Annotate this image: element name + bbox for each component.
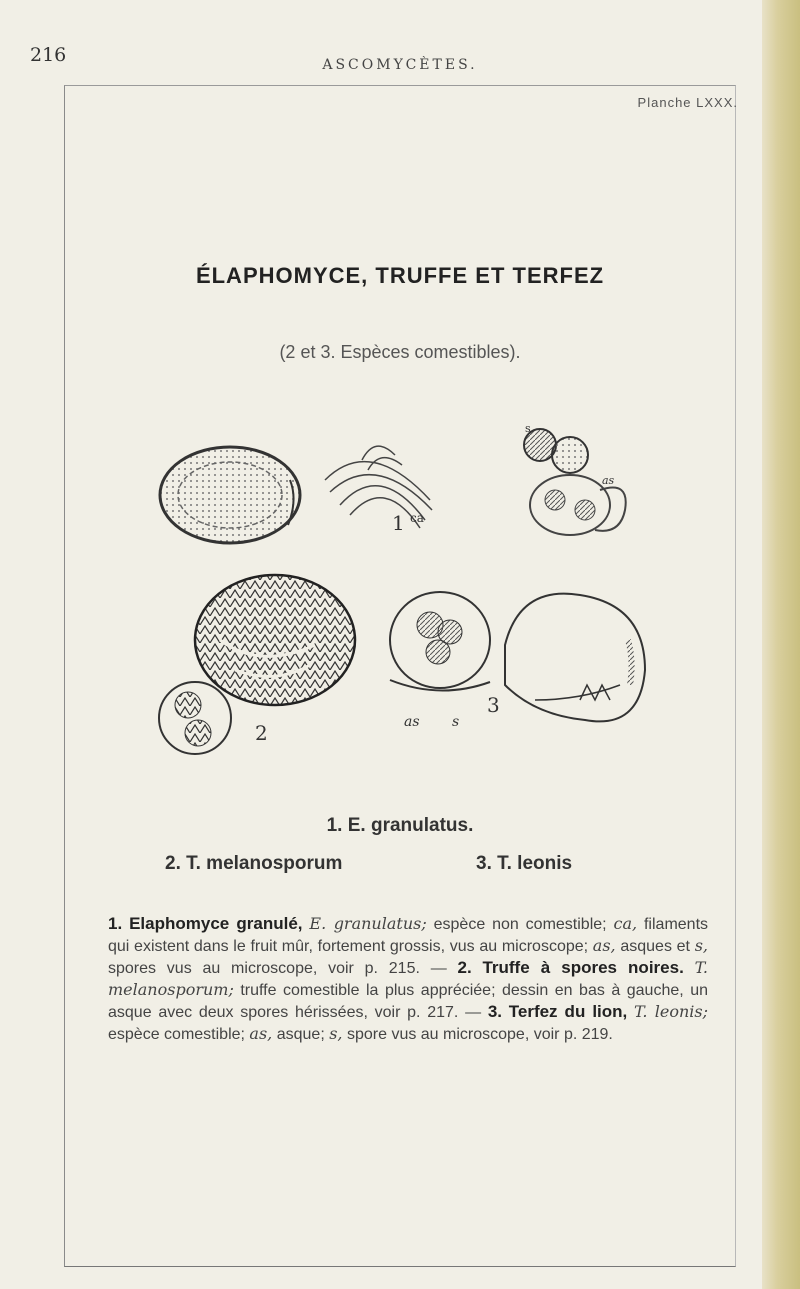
desc-text: filaments qui existent dans le fruit mûr, fortement grossis, vus au microscope;	[108, 916, 709, 955]
fig3-terfez-drawing	[505, 594, 645, 722]
desc-abbrev-as: as,	[249, 1024, 273, 1043]
as-label-top: as	[602, 474, 615, 487]
desc-num-1: 1.	[108, 914, 123, 933]
desc-latin-leonis: T. leonis;	[634, 1002, 709, 1021]
plate-subtitle: (2 et 3. Espèces comestibles).	[279, 342, 521, 362]
mushroom-illustration	[140, 400, 660, 800]
desc-abbrev-ca: ca,	[613, 914, 638, 933]
as-label-bottom: as	[404, 714, 420, 730]
caption-t-leonis: 3. T. leonis	[476, 853, 573, 874]
plate-description	[108, 913, 708, 1045]
fig3-asque-drawing	[390, 592, 490, 691]
desc-text: spore vus au microscope, voir p. 219.	[346, 1026, 613, 1043]
s-label-top: s	[525, 422, 531, 435]
s-label-bottom: s	[452, 714, 460, 730]
caption-e-granulatus: 1. E. granulatus.	[326, 815, 474, 836]
desc-num-2: 2.	[457, 958, 472, 977]
desc-text: asques et	[620, 938, 690, 955]
fig1-label: 1	[392, 511, 405, 535]
page-edge	[762, 0, 800, 1289]
fig2-label: 2	[255, 721, 268, 745]
desc-text: espèce comestible;	[108, 1026, 245, 1043]
desc-abbrev-as: as,	[592, 936, 616, 955]
desc-text: spores vus au microscope, voir p. 215. —	[108, 960, 447, 977]
desc-text: espèce non comestible;	[433, 916, 607, 933]
desc-num-3: 3.	[487, 1002, 503, 1021]
desc-latin-granulatus: E. granulatus;	[309, 914, 427, 933]
ca-label: ca	[410, 511, 424, 525]
desc-text: asque;	[276, 1026, 325, 1043]
desc-name-terfez: Terfez du lion,	[508, 1002, 628, 1021]
desc-abbrev-s: s,	[329, 1024, 343, 1043]
fig1-section-drawing	[160, 447, 300, 543]
desc-name-elaphomyce: Elaphomyce granulé,	[129, 914, 303, 933]
plate-number: Planche LXXX.	[637, 95, 738, 110]
desc-name-truffe: Truffe à spores noires.	[482, 958, 684, 977]
page-number: 216	[30, 44, 67, 66]
running-head: ASCOMYCÈTES.	[322, 57, 478, 73]
fig3-label: 3	[487, 693, 500, 717]
desc-text: truffe comestible la plus appréciée; dessin en bas à gauche, un asque avec deux spores hérissées, voir p. 217. —	[108, 982, 708, 1021]
caption-t-melanosporum: 2. T. melanosporum	[165, 853, 343, 874]
desc-abbrev-s: s,	[694, 936, 708, 955]
desc-latin-melanosporum: T. melanosporum;	[108, 958, 708, 999]
plate-title: ÉLAPHOMYCE, TRUFFE ET TERFEZ	[195, 263, 605, 288]
